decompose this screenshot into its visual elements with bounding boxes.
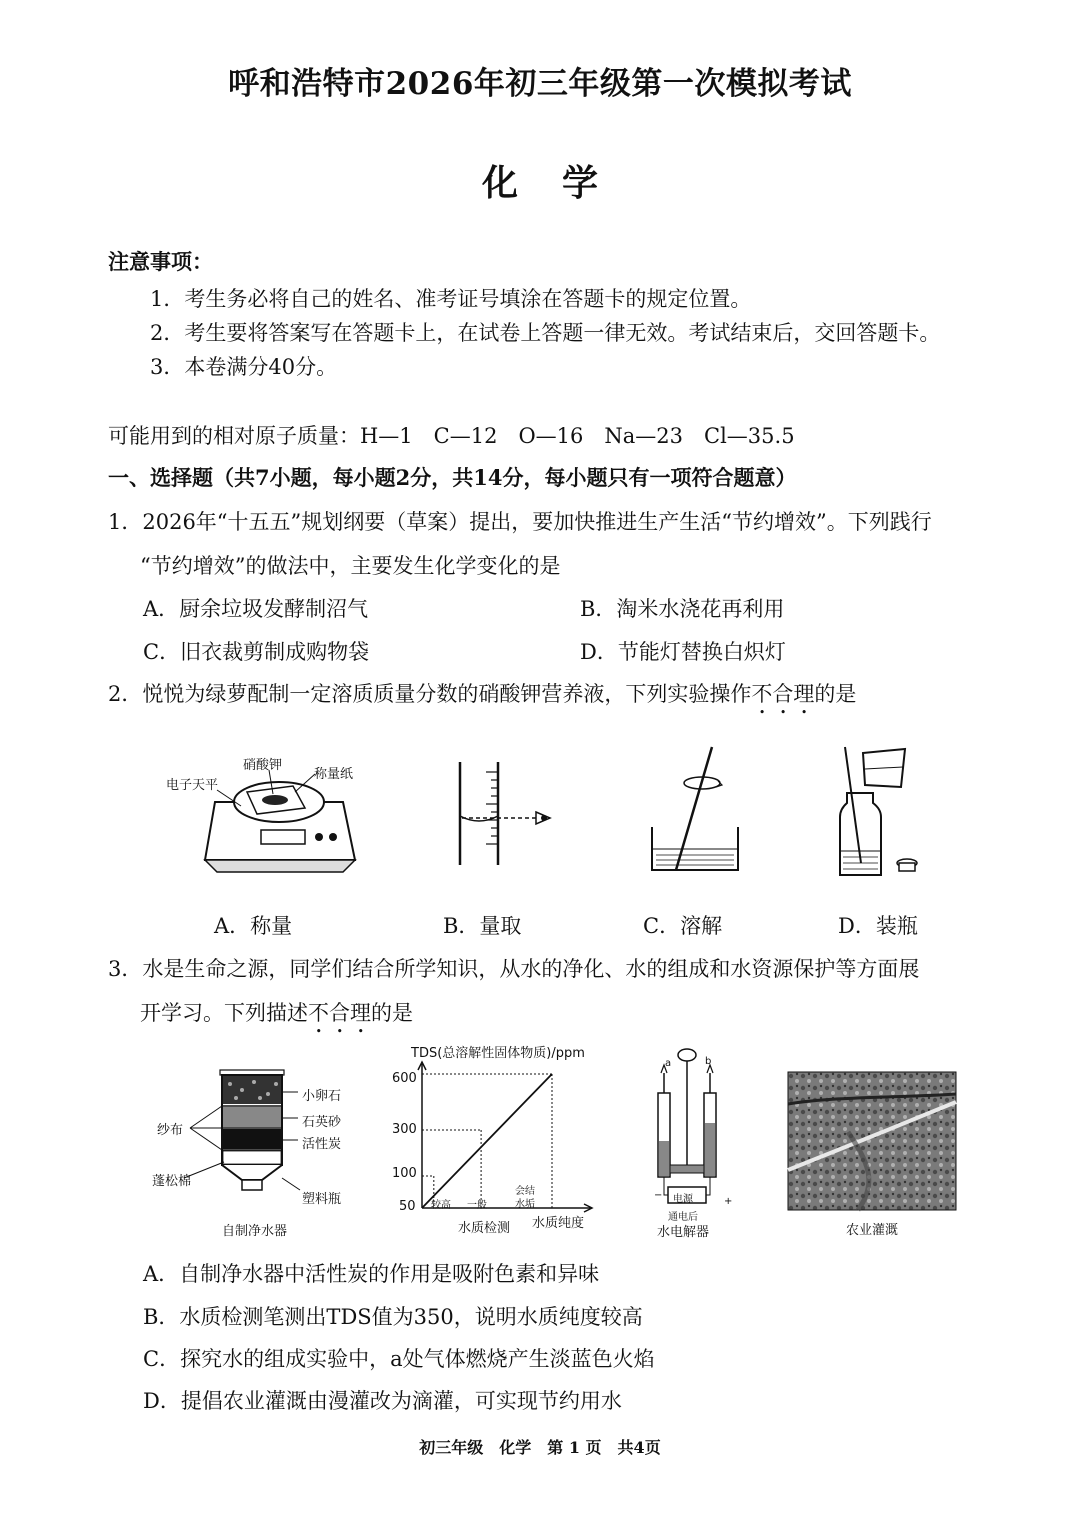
notice-item-3: 3．本卷满分40分。 bbox=[150, 355, 338, 379]
electrode-b-label: b bbox=[705, 1056, 712, 1067]
salt-label: 硝酸钾 bbox=[243, 758, 283, 773]
electrolysis-figure bbox=[640, 1045, 750, 1205]
q2-caption-a: A．称量 bbox=[214, 914, 293, 938]
q2-stem bbox=[108, 678, 856, 719]
weighing-paper-label: 称量纸 bbox=[314, 767, 354, 782]
irrigation-photo bbox=[788, 1072, 956, 1210]
q1-option-a: A．厨余垃圾发酵制沼气 bbox=[143, 597, 369, 621]
q3-stem-line1: 3．水是生命之源，同学们结合所学知识，从水的净化、水的组成和水资源保护等方面展 bbox=[108, 957, 920, 981]
filter-sand-label: 石英砂 bbox=[302, 1115, 342, 1130]
atomic-mass-line: 可能用到的相对原子质量：H—1 C—12 O—16 Na—23 Cl—35.5 bbox=[108, 424, 795, 448]
q3-stem-suffix: 的是 bbox=[371, 1001, 413, 1025]
tds-region-scale-1: 会结 bbox=[515, 1186, 535, 1197]
q3-option-a: A．自制净水器中活性炭的作用是吸附色素和异味 bbox=[143, 1262, 600, 1286]
bottle-figure bbox=[835, 745, 925, 880]
irrigation-caption: 农业灌溉 bbox=[846, 1223, 899, 1238]
subject-char-2: 学 bbox=[562, 162, 599, 204]
filter-pebbles-label: 小卵石 bbox=[302, 1089, 342, 1104]
q2-caption-d: D．装瓶 bbox=[838, 914, 918, 938]
exam-title: 呼和浩特市2026年初三年级第一次模拟考试 bbox=[228, 66, 852, 102]
subject-title bbox=[0, 155, 1080, 206]
q1-stem-line2: “节约增效”的做法中，主要发生化学变化的是 bbox=[140, 554, 561, 578]
q3-stem-line2 bbox=[140, 997, 413, 1038]
filter-cotton-label: 蓬松棉 bbox=[152, 1174, 192, 1189]
subject-char-1: 化 bbox=[481, 162, 518, 204]
q1-option-b: B．淘米水浇花再利用 bbox=[580, 597, 785, 621]
power-plus-sign: + bbox=[724, 1196, 733, 1207]
tds-tick-300: 300 bbox=[392, 1122, 417, 1137]
notice-heading: 注意事项： bbox=[108, 249, 213, 274]
q1-stem-line1: 1．2026年“十五五”规划纲要（草案）提出，要加快推进生产生活“节约增效”。下列践行 bbox=[108, 510, 932, 534]
electrolysis-caption: 水电解器 bbox=[657, 1225, 710, 1240]
electrode-a-label: a bbox=[665, 1058, 672, 1069]
beaker-figure bbox=[640, 745, 750, 875]
q2-stem-prefix: 2．悦悦为绿萝配制一定溶质质量分数的硝酸钾营养液，下列实验操作 bbox=[108, 682, 752, 706]
q2-caption-b: B．量取 bbox=[443, 914, 522, 938]
cylinder-figure bbox=[440, 760, 570, 870]
q3-stem-emphasis: 不合理 bbox=[308, 1001, 371, 1025]
section-1-heading: 一、选择题（共7小题，每小题2分，共14分，每小题只有一项符合题意） bbox=[108, 465, 797, 490]
notice-item-2: 2．考生要将答案写在答题卡上，在试卷上答题一律无效。考试结束后，交回答题卡。 bbox=[150, 321, 941, 345]
tds-tick-600: 600 bbox=[392, 1071, 417, 1086]
q2-stem-emphasis: 不合理 bbox=[751, 682, 815, 706]
tds-region-high: 较高 bbox=[431, 1200, 451, 1211]
q3-stem-prefix: 开学习。下列描述 bbox=[140, 1001, 308, 1025]
filter-gauze-label: 纱布 bbox=[157, 1123, 184, 1138]
q1-option-d: D．节能灯替换白炽灯 bbox=[580, 640, 786, 664]
tds-region-scale-2: 水垢 bbox=[515, 1199, 535, 1210]
tds-x-axis-label: 水质纯度 bbox=[532, 1216, 585, 1231]
electrolysis-note: 通电后 bbox=[668, 1212, 698, 1223]
filter-caption: 自制净水器 bbox=[222, 1224, 288, 1239]
q2-caption-c: C．溶解 bbox=[643, 914, 723, 938]
power-minus-sign: − bbox=[654, 1190, 663, 1201]
tds-tick-50: 50 bbox=[399, 1199, 416, 1214]
tds-tick-100: 100 bbox=[392, 1166, 417, 1181]
balance-label: 电子天平 bbox=[166, 778, 219, 793]
power-supply-label: 电源 bbox=[673, 1194, 693, 1205]
q3-option-b: B．水质检测笔测出TDS值为350，说明水质纯度较高 bbox=[143, 1305, 643, 1329]
q2-stem-suffix: 的是 bbox=[814, 682, 857, 706]
filter-bottle-label: 塑料瓶 bbox=[302, 1192, 342, 1207]
q3-option-d: D．提倡农业灌溉由漫灌改为滴灌，可实现节约用水 bbox=[143, 1389, 622, 1413]
filter-carbon-label: 活性炭 bbox=[302, 1137, 342, 1152]
tds-region-normal: 一般 bbox=[467, 1200, 487, 1211]
q3-option-c: C．探究水的组成实验中，a处气体燃烧产生淡蓝色火焰 bbox=[143, 1347, 655, 1371]
tds-caption: 水质检测 bbox=[458, 1221, 511, 1236]
page-footer: 初三年级 化学 第 1 页 共4页 bbox=[419, 1438, 661, 1457]
notice-item-1: 1．考生务必将自己的姓名、准考证号填涂在答题卡的规定位置。 bbox=[150, 287, 752, 311]
q1-option-c: C．旧衣裁剪制成购物袋 bbox=[143, 640, 370, 664]
tds-y-axis-label: TDS(总溶解性固体物质)/ppm bbox=[411, 1046, 585, 1061]
